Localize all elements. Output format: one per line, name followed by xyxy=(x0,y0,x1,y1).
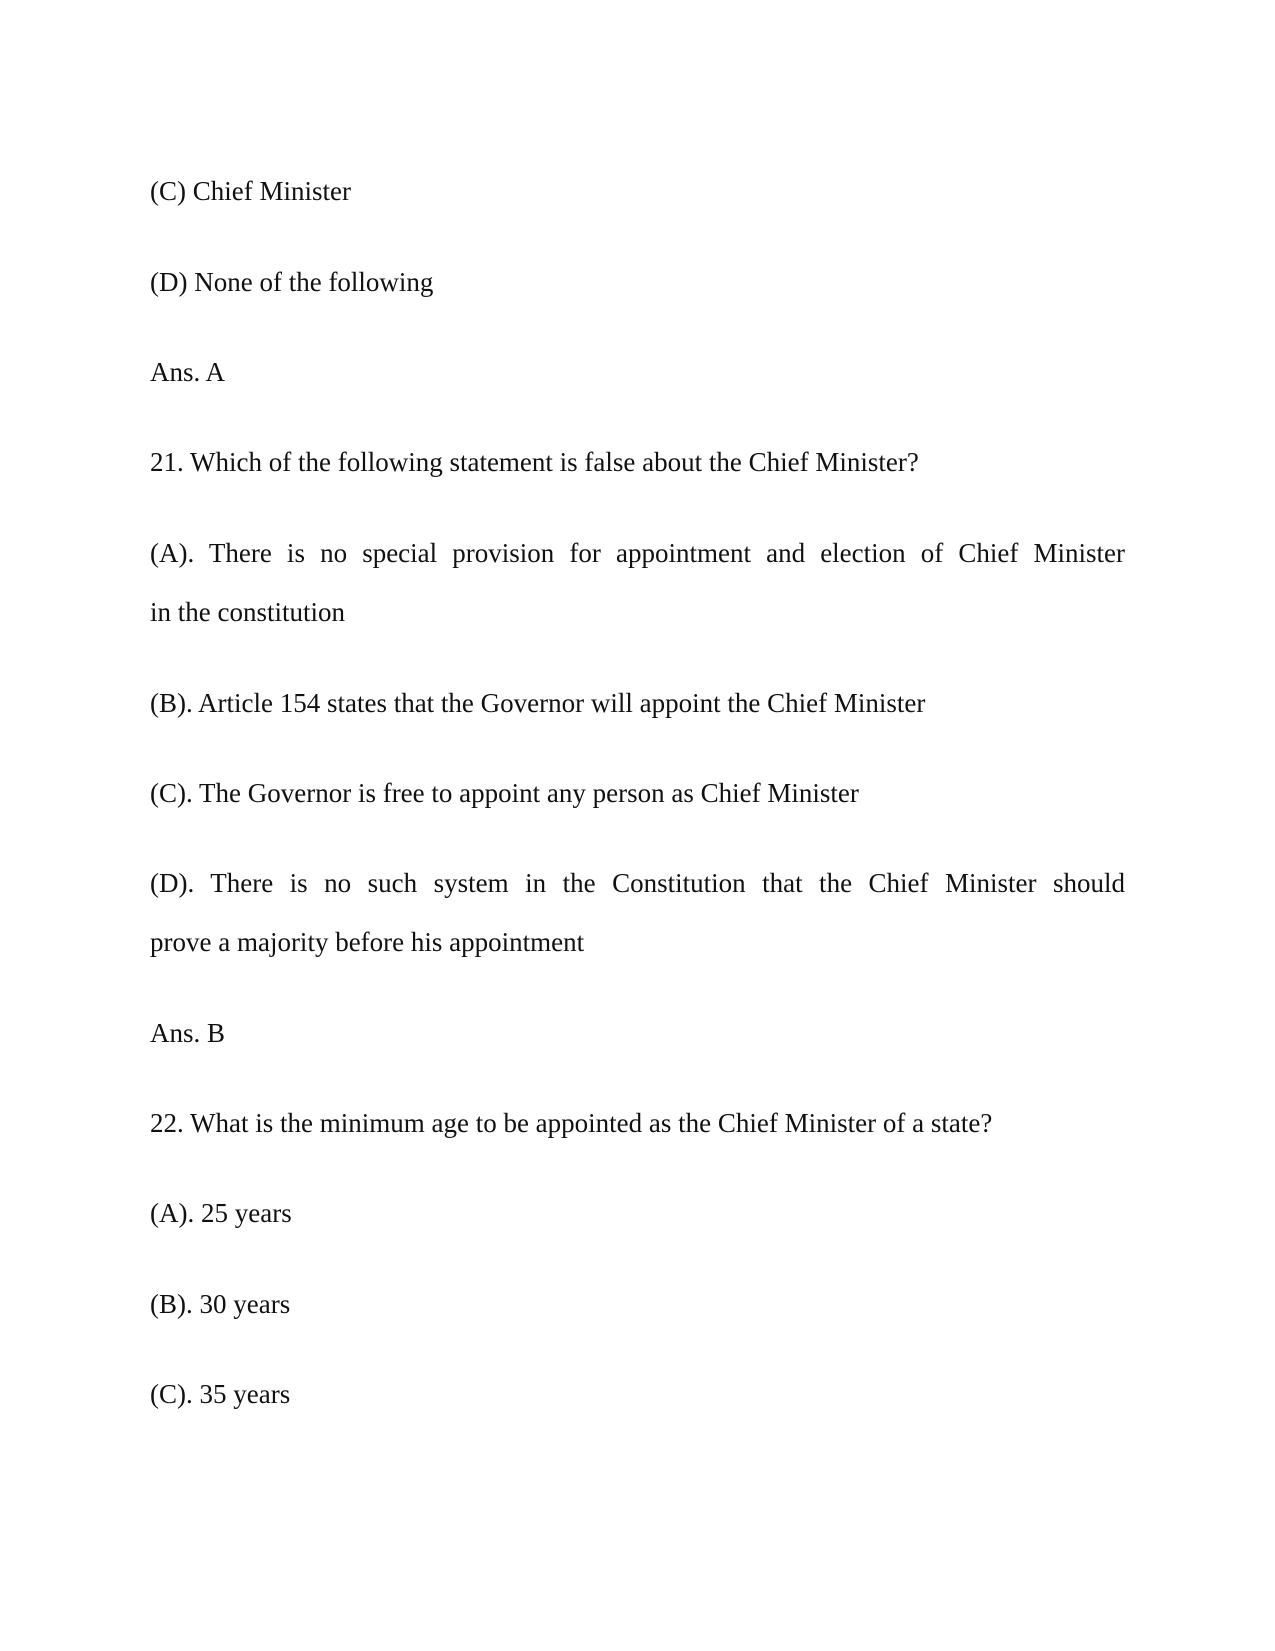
option-d-q21: (D). There is no such system in the Constitution that the Chief Minister should xyxy=(150,868,1125,898)
option-b-q21: (B). Article 154 states that the Governor will appoint the Chief Minister xyxy=(150,688,926,718)
option-a-q21-cont: in the constitution xyxy=(150,597,345,627)
option-a-q22: (A). 25 years xyxy=(150,1198,292,1228)
question-22: 22. What is the minimum age to be appointed as the Chief Minister of a state? xyxy=(150,1108,993,1138)
answer-q20: Ans. A xyxy=(150,357,226,387)
option-c-q20: (C) Chief Minister xyxy=(150,176,351,206)
option-a-q21: (A). There is no special provision for appointment and election of Chief Minister xyxy=(150,538,1125,568)
question-21: 21. Which of the following statement is false about the Chief Minister? xyxy=(150,447,919,477)
option-c-q21: (C). The Governor is free to appoint any person as Chief Minister xyxy=(150,778,859,808)
option-b-q22: (B). 30 years xyxy=(150,1289,291,1319)
option-d-q20: (D) None of the following xyxy=(150,267,434,297)
option-d-q21-cont: prove a majority before his appointment xyxy=(150,927,585,957)
answer-q21: Ans. B xyxy=(150,1018,226,1048)
option-c-q22: (C). 35 years xyxy=(150,1379,291,1409)
